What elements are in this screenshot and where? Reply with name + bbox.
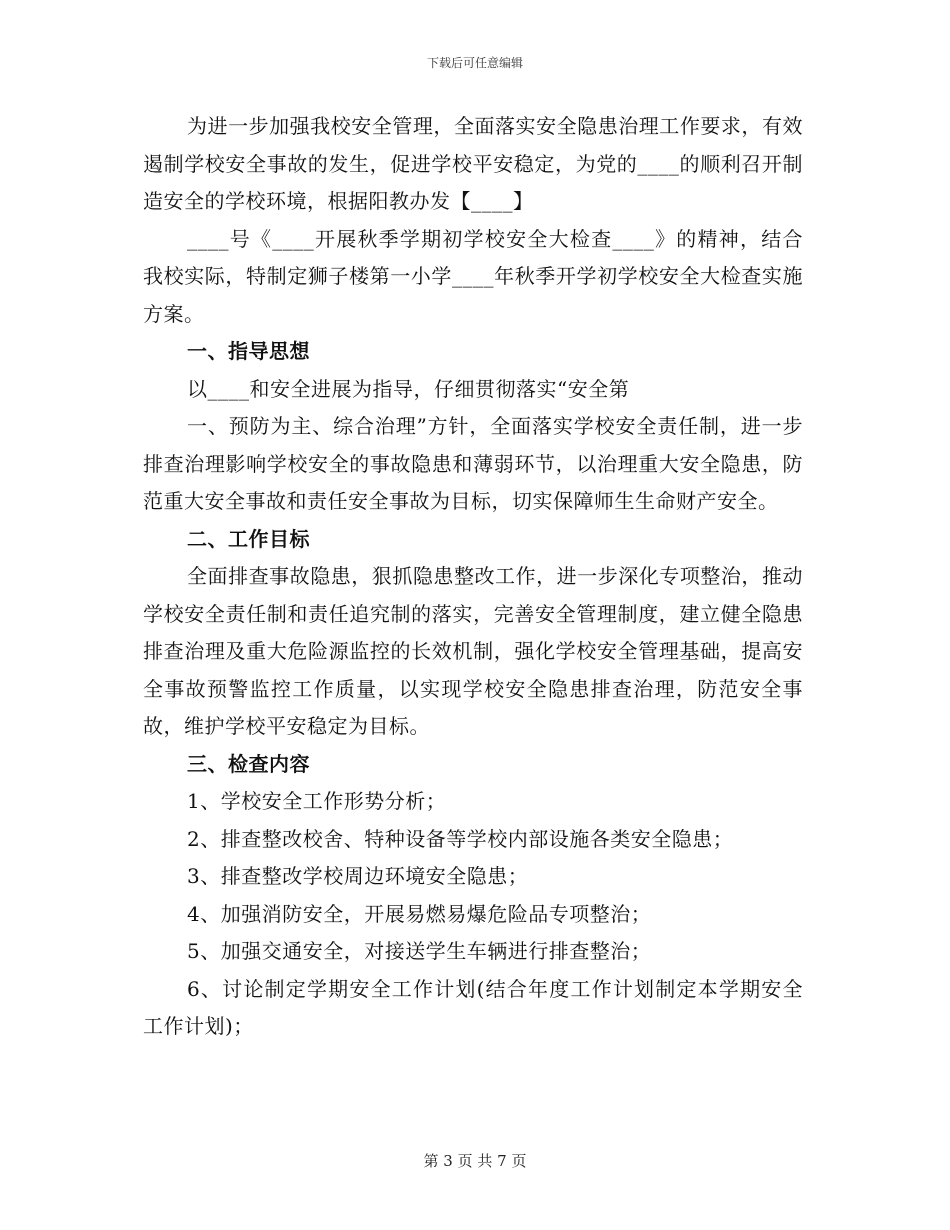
page-number-footer: 第 3 页 共 7 页: [423, 1152, 527, 1170]
guiding-thought-paragraph-2: 一、预防为主、综合治理”方针，全面落实学校安全责任制，进一步排查治理影响学校安全的事故隐患和薄弱环节，以治理重大安全隐患，防范重大安全事故和责任安全事故为目标，切实保障师生生命财产安全。: [143, 414, 803, 513]
document-body: [143, 108, 803, 1046]
inspection-item-1: 1、学校安全工作形势分析；: [187, 789, 447, 813]
inspection-item-2: 2、排查整改校舍、特种设备等学校内部设施各类安全隐患；: [187, 826, 734, 851]
intro-paragraph-2: ____号《____开展秋季学期初学校安全大检查____》的精神，结合我校实际，特制定狮子楼第一小学____年秋季开学初学校安全大检查实施方案。: [143, 226, 803, 326]
inspection-item-5: 5、加强交通安全，对接送学生车辆进行排查整治；: [187, 939, 652, 963]
section-heading-inspection-content: 三、检查内容: [187, 751, 310, 776]
intro-paragraph-1: 为进一步加强我校安全管理，全面落实安全隐患治理工作要求，有效遏制学校安全事故的发生，促进学校平安稳定，为党的____的顺利召开制造安全的学校环境，根据阳教办发【____】: [143, 114, 803, 213]
inspection-item-4: 4、加强消防安全，开展易燃易爆危险品专项整治；: [187, 901, 652, 926]
section-heading-guiding-thought: 一、指导思想: [187, 339, 310, 363]
guiding-thought-paragraph-1: 以____和安全进展为指导，仔细贯彻落实“安全第: [187, 376, 630, 401]
inspection-item-3: 3、排查整改学校周边环境安全隐患；: [187, 864, 529, 888]
inspection-item-6: 6、讨论制定学期安全工作计划(结合年度工作计划制定本学期安全工作计划)；: [143, 976, 803, 1038]
header-note: 下载后可任意编辑: [426, 56, 523, 70]
work-goals-paragraph: 全面排查事故隐患，狠抓隐患整改工作，进一步深化专项整治，推动学校安全责任制和责任追究制的落实，完善安全管理制度，建立健全隐患排查治理及重大危险源监控的长效机制，强化学校安全管理基础，提高安全事故预警监控工作质量，以实现学校安全隐患排查治理，防范安全事故，维护学校平安稳定为目标。: [143, 564, 803, 738]
section-heading-work-goals: 二、工作目标: [187, 526, 310, 551]
